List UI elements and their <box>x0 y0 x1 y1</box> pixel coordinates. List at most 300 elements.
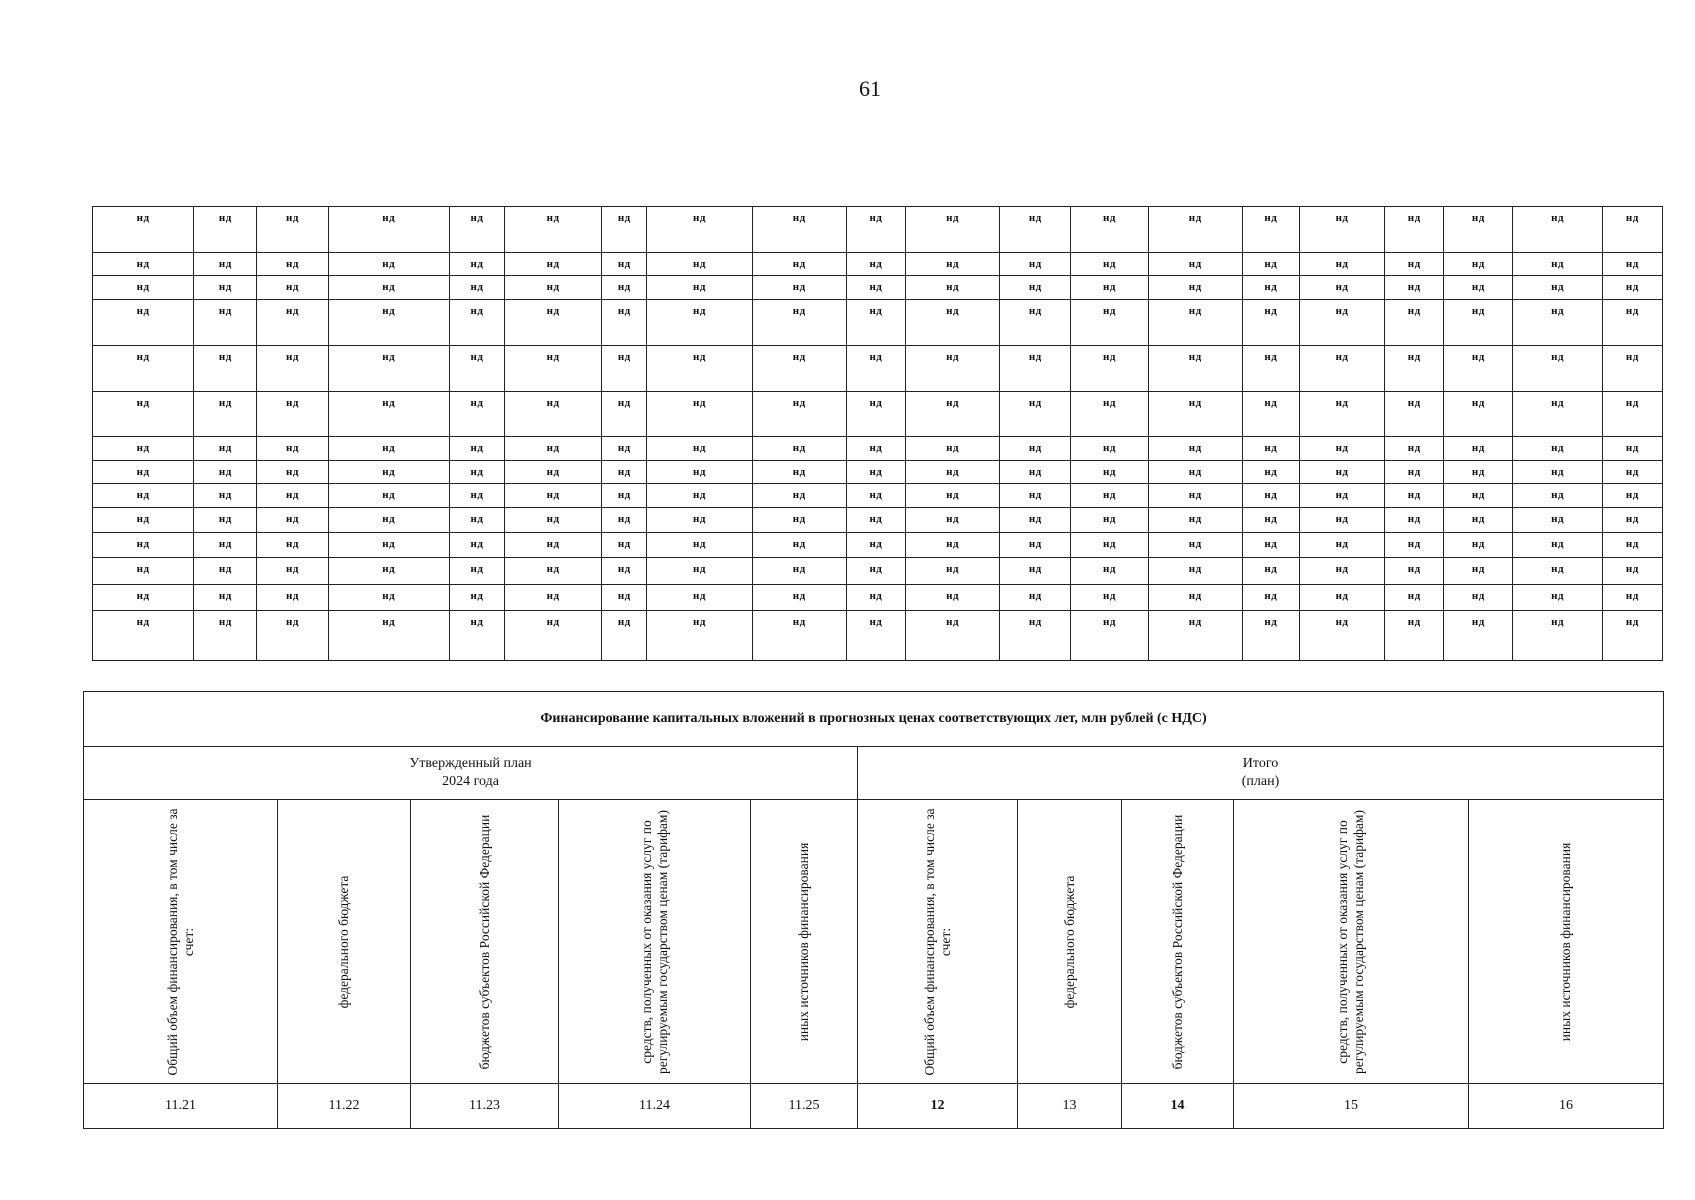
table-cell: нд <box>1148 461 1242 484</box>
table-cell: нд <box>505 508 602 533</box>
table-cell: нд <box>194 461 257 484</box>
table-cell: нд <box>328 484 449 508</box>
table-row <box>93 253 1663 276</box>
table-cell: нд <box>905 533 999 558</box>
table-cell: нд <box>257 392 328 437</box>
column-number: 12 <box>858 1084 1018 1129</box>
column-number: 11.22 <box>278 1084 411 1129</box>
table-cell: нд <box>647 484 752 508</box>
table-cell: нд <box>846 611 905 661</box>
table-cell: нд <box>647 276 752 300</box>
table-cell: нд <box>194 276 257 300</box>
table-cell: нд <box>1242 558 1299 585</box>
column-header-text: иных источников финансирования <box>1558 842 1573 1041</box>
column-header-text: средств, полученных от оказания услуг по регулируемым государством ценам (тарифам) <box>638 809 670 1074</box>
table-cell: нд <box>1242 300 1299 346</box>
table-cell: нд <box>1385 611 1444 661</box>
table-cell: нд <box>93 533 194 558</box>
table-cell: нд <box>846 484 905 508</box>
table-cell: нд <box>328 253 449 276</box>
table-cell: нд <box>1148 253 1242 276</box>
group-label: Утвержденный план 2024 года <box>409 756 532 789</box>
table-cell: нд <box>905 484 999 508</box>
table-cell: нд <box>1444 207 1513 253</box>
table-cell: нд <box>505 533 602 558</box>
table-cell: нд <box>93 437 194 461</box>
table-cell: нд <box>1444 276 1513 300</box>
table-cell: нд <box>1071 508 1148 533</box>
column-header <box>1018 800 1122 1084</box>
table-cell: нд <box>1444 533 1513 558</box>
table-cell: нд <box>257 276 328 300</box>
column-header <box>278 800 411 1084</box>
table-cell: нд <box>449 253 504 276</box>
table-cell: нд <box>257 461 328 484</box>
table-cell: нд <box>602 253 647 276</box>
table-cell: нд <box>449 533 504 558</box>
table-cell: нд <box>1385 392 1444 437</box>
table-cell: нд <box>1602 253 1662 276</box>
column-header-text: иных источников финансирования <box>796 842 811 1041</box>
table-cell: нд <box>328 207 449 253</box>
table-cell: нд <box>194 585 257 611</box>
table-cell: нд <box>449 585 504 611</box>
table-cell: нд <box>1242 392 1299 437</box>
table-cell: нд <box>93 484 194 508</box>
table-cell: нд <box>257 533 328 558</box>
group-label: Итого (план) <box>1241 756 1280 789</box>
table-cell: нд <box>1148 533 1242 558</box>
table-cell: нд <box>505 253 602 276</box>
table-cell: нд <box>752 611 846 661</box>
table-cell: нд <box>1242 207 1299 253</box>
table-cell: нд <box>647 437 752 461</box>
table-cell: нд <box>1385 346 1444 392</box>
table-cell: нд <box>257 253 328 276</box>
table-cell: нд <box>449 508 504 533</box>
table-cell: нд <box>449 558 504 585</box>
table-cell: нд <box>1513 346 1602 392</box>
table-cell: нд <box>93 585 194 611</box>
table-cell: нд <box>905 437 999 461</box>
table-cell: нд <box>1071 461 1148 484</box>
table-cell: нд <box>194 253 257 276</box>
page-number: 61 <box>859 76 881 101</box>
table-cell: нд <box>1071 533 1148 558</box>
table-cell: нд <box>602 508 647 533</box>
table-cell: нд <box>1000 558 1071 585</box>
table-cell: нд <box>1299 392 1384 437</box>
table-cell: нд <box>1000 392 1071 437</box>
table-cell: нд <box>1444 461 1513 484</box>
table-cell: нд <box>257 585 328 611</box>
table-cell: нд <box>1000 611 1071 661</box>
table-row <box>93 508 1663 533</box>
column-header <box>1234 800 1469 1084</box>
column-header-text: бюджетов субъектов Российской Федерации <box>1169 814 1185 1069</box>
table-cell: нд <box>1444 558 1513 585</box>
table-cell: нд <box>328 533 449 558</box>
table-cell: нд <box>602 611 647 661</box>
table-cell: нд <box>1385 461 1444 484</box>
table-cell: нд <box>752 461 846 484</box>
table-cell: нд <box>505 276 602 300</box>
table-cell: нд <box>905 253 999 276</box>
column-header-text: бюджетов субъектов Российской Федерации <box>476 814 492 1069</box>
table-row <box>93 346 1663 392</box>
table-cell: нд <box>1513 276 1602 300</box>
table-cell: нд <box>846 300 905 346</box>
table-cell: нд <box>1385 253 1444 276</box>
table-cell: нд <box>449 300 504 346</box>
table-cell: нд <box>257 346 328 392</box>
table-cell: нд <box>257 484 328 508</box>
table-cell: нд <box>93 508 194 533</box>
table-cell: нд <box>1242 611 1299 661</box>
table-cell: нд <box>1071 611 1148 661</box>
table-cell: нд <box>93 207 194 253</box>
data-table <box>92 206 1663 661</box>
table-cell: нд <box>752 585 846 611</box>
table-cell: нд <box>1148 611 1242 661</box>
table-cell: нд <box>1148 300 1242 346</box>
table-cell: нд <box>846 585 905 611</box>
table-cell: нд <box>1071 253 1148 276</box>
table-cell: нд <box>1299 300 1384 346</box>
table-cell: нд <box>449 611 504 661</box>
table-cell: нд <box>1602 585 1662 611</box>
table-cell: нд <box>752 533 846 558</box>
table-cell: нд <box>449 484 504 508</box>
table-cell: нд <box>1444 392 1513 437</box>
table-cell: нд <box>905 207 999 253</box>
column-number: 11.25 <box>751 1084 858 1129</box>
table-cell: нд <box>1602 346 1662 392</box>
table-cell: нд <box>93 611 194 661</box>
table-cell: нд <box>93 276 194 300</box>
table-cell: нд <box>1299 611 1384 661</box>
table-cell: нд <box>257 558 328 585</box>
table-cell: нд <box>752 207 846 253</box>
table-cell: нд <box>1148 437 1242 461</box>
table-cell: нд <box>1148 346 1242 392</box>
table-cell: нд <box>505 207 602 253</box>
table-cell: нд <box>1071 585 1148 611</box>
table-cell: нд <box>194 508 257 533</box>
table-cell: нд <box>1444 300 1513 346</box>
table-cell: нд <box>194 300 257 346</box>
table-cell: нд <box>1602 276 1662 300</box>
table-cell: нд <box>752 276 846 300</box>
table-cell: нд <box>1000 253 1071 276</box>
table-cell: нд <box>505 611 602 661</box>
table-cell: нд <box>846 461 905 484</box>
table-cell: нд <box>1513 533 1602 558</box>
table-cell: нд <box>846 276 905 300</box>
table-cell: нд <box>1385 508 1444 533</box>
table-cell: нд <box>1242 461 1299 484</box>
table-cell: нд <box>1242 346 1299 392</box>
table-cell: нд <box>846 533 905 558</box>
table-cell: нд <box>1602 300 1662 346</box>
table-cell: нд <box>647 533 752 558</box>
table-cell: нд <box>1000 533 1071 558</box>
table-cell: нд <box>1602 461 1662 484</box>
column-number: 11.21 <box>84 1084 278 1129</box>
table-row <box>93 392 1663 437</box>
table-cell: нд <box>1299 484 1384 508</box>
table-row <box>93 276 1663 300</box>
table-cell: нд <box>1299 346 1384 392</box>
table-row <box>93 484 1663 508</box>
table-cell: нд <box>1513 437 1602 461</box>
table-cell: нд <box>647 611 752 661</box>
table-cell: нд <box>905 276 999 300</box>
table-cell: нд <box>505 346 602 392</box>
table-cell: нд <box>194 346 257 392</box>
table-cell: нд <box>505 437 602 461</box>
table-cell: нд <box>602 585 647 611</box>
table-cell: нд <box>1299 207 1384 253</box>
column-header <box>1122 800 1234 1084</box>
table-cell: нд <box>846 207 905 253</box>
table-cell: нд <box>505 392 602 437</box>
table-row <box>93 207 1663 253</box>
column-number: 15 <box>1234 1084 1469 1129</box>
table-cell: нд <box>93 461 194 484</box>
table-cell: нд <box>1242 508 1299 533</box>
table-cell: нд <box>194 611 257 661</box>
table-cell: нд <box>1148 392 1242 437</box>
table-cell: нд <box>1444 611 1513 661</box>
table-cell: нд <box>846 508 905 533</box>
table-cell: нд <box>1071 276 1148 300</box>
column-number: 13 <box>1018 1084 1122 1129</box>
table-cell: нд <box>602 207 647 253</box>
table-row <box>93 533 1663 558</box>
table-cell: нд <box>1299 508 1384 533</box>
table-cell: нд <box>1000 437 1071 461</box>
table-cell: нд <box>1242 437 1299 461</box>
table-cell: нд <box>905 611 999 661</box>
table-cell: нд <box>505 558 602 585</box>
table-row <box>93 437 1663 461</box>
table-cell: нд <box>1148 585 1242 611</box>
table-cell: нд <box>846 346 905 392</box>
table-cell: нд <box>328 585 449 611</box>
column-header <box>559 800 751 1084</box>
table-cell: нд <box>1242 533 1299 558</box>
table-cell: нд <box>93 346 194 392</box>
column-header-text: федерального бюджета <box>336 875 351 1008</box>
table-cell: нд <box>1385 533 1444 558</box>
table-cell: нд <box>1513 300 1602 346</box>
table-row <box>93 558 1663 585</box>
table-cell: нд <box>1071 558 1148 585</box>
financing-title: Финансирование капитальных вложений в прогнозных ценах соответствующих лет, млн рублей (с НДС) <box>84 692 1664 747</box>
table-cell: нд <box>194 484 257 508</box>
table-cell: нд <box>93 558 194 585</box>
table-cell: нд <box>905 346 999 392</box>
column-header-text: Общий объем финансирования, в том числе за счет: <box>921 807 953 1076</box>
table-cell: нд <box>1444 585 1513 611</box>
table-cell: нд <box>194 437 257 461</box>
group-total-plan <box>858 747 1664 800</box>
table-cell: нд <box>905 558 999 585</box>
table-cell: нд <box>449 276 504 300</box>
table-cell: нд <box>1148 484 1242 508</box>
column-header <box>751 800 858 1084</box>
table-cell: нд <box>1071 300 1148 346</box>
table-cell: нд <box>1602 392 1662 437</box>
table-cell: нд <box>602 346 647 392</box>
table-cell: нд <box>1299 437 1384 461</box>
table-cell: нд <box>1000 484 1071 508</box>
table-cell: нд <box>1444 437 1513 461</box>
table-cell: нд <box>602 461 647 484</box>
table-cell: нд <box>1242 253 1299 276</box>
table-cell: нд <box>1602 508 1662 533</box>
table-cell: нд <box>1602 484 1662 508</box>
table-cell: нд <box>1444 253 1513 276</box>
table-cell: нд <box>505 484 602 508</box>
table-cell: нд <box>1513 508 1602 533</box>
column-header-text: Общий объем финансирования, в том числе за счет: <box>164 807 196 1076</box>
column-number: 11.24 <box>559 1084 751 1129</box>
table-cell: нд <box>194 558 257 585</box>
table-cell: нд <box>328 611 449 661</box>
table-cell: нд <box>328 392 449 437</box>
table-cell: нд <box>647 207 752 253</box>
table-cell: нд <box>647 392 752 437</box>
table-cell: нд <box>1513 253 1602 276</box>
column-header-text: средств, полученных от оказания услуг по регулируемым государством ценам (тарифам) <box>1335 809 1366 1074</box>
table-cell: нд <box>505 585 602 611</box>
table-cell: нд <box>194 392 257 437</box>
table-cell: нд <box>1299 533 1384 558</box>
table-cell: нд <box>328 300 449 346</box>
table-cell: нд <box>647 508 752 533</box>
table-cell: нд <box>1242 585 1299 611</box>
table-cell: нд <box>505 461 602 484</box>
table-cell: нд <box>602 533 647 558</box>
column-header <box>84 800 278 1084</box>
table-cell: нд <box>328 508 449 533</box>
table-cell: нд <box>1513 207 1602 253</box>
table-cell: нд <box>602 300 647 346</box>
table-cell: нд <box>602 484 647 508</box>
table-cell: нд <box>1385 276 1444 300</box>
table-cell: нд <box>846 392 905 437</box>
table-cell: нд <box>1444 508 1513 533</box>
table-cell: нд <box>505 300 602 346</box>
table-cell: нд <box>1602 533 1662 558</box>
financing-header-table <box>83 691 1664 1129</box>
table-cell: нд <box>1000 585 1071 611</box>
column-header <box>411 800 559 1084</box>
table-cell: нд <box>1513 461 1602 484</box>
table-cell: нд <box>647 461 752 484</box>
table-cell: нд <box>257 300 328 346</box>
table-row <box>93 585 1663 611</box>
table-cell: нд <box>1148 276 1242 300</box>
table-cell: нд <box>1299 558 1384 585</box>
table-cell: нд <box>1602 207 1662 253</box>
table-cell: нд <box>1148 508 1242 533</box>
table-cell: нд <box>1299 585 1384 611</box>
table-cell: нд <box>905 392 999 437</box>
column-number: 14 <box>1122 1084 1234 1129</box>
table-cell: нд <box>602 437 647 461</box>
table-cell: нд <box>602 558 647 585</box>
table-cell: нд <box>328 346 449 392</box>
table-cell: нд <box>1385 484 1444 508</box>
column-header-text: федерального бюджета <box>1061 875 1077 1008</box>
table-cell: нд <box>1071 437 1148 461</box>
column-header <box>858 800 1018 1084</box>
table-row <box>93 611 1663 661</box>
column-header <box>1469 800 1664 1084</box>
table-cell: нд <box>328 276 449 300</box>
table-cell: нд <box>647 253 752 276</box>
table-cell: нд <box>1071 484 1148 508</box>
table-cell: нд <box>647 558 752 585</box>
table-cell: нд <box>1148 558 1242 585</box>
table-cell: нд <box>449 207 504 253</box>
table-cell: нд <box>1000 276 1071 300</box>
table-cell: нд <box>194 533 257 558</box>
table-cell: нд <box>752 437 846 461</box>
table-cell: нд <box>328 437 449 461</box>
group-approved-plan-2024 <box>84 747 858 800</box>
table-cell: нд <box>752 300 846 346</box>
table-cell: нд <box>1000 207 1071 253</box>
table-cell: нд <box>602 276 647 300</box>
table-cell: нд <box>257 508 328 533</box>
table-cell: нд <box>1513 392 1602 437</box>
table-cell: нд <box>752 508 846 533</box>
table-cell: нд <box>1513 611 1602 661</box>
table-cell: нд <box>1148 207 1242 253</box>
table-cell: нд <box>905 585 999 611</box>
table-cell: нд <box>752 484 846 508</box>
table-cell: нд <box>846 253 905 276</box>
table-cell: нд <box>647 346 752 392</box>
table-cell: нд <box>1385 207 1444 253</box>
table-cell: нд <box>1513 585 1602 611</box>
table-cell: нд <box>1000 300 1071 346</box>
table-cell: нд <box>752 558 846 585</box>
table-cell: нд <box>1299 276 1384 300</box>
table-cell: нд <box>752 346 846 392</box>
table-cell: нд <box>1299 461 1384 484</box>
table-cell: нд <box>93 300 194 346</box>
table-cell: нд <box>1602 611 1662 661</box>
table-cell: нд <box>449 346 504 392</box>
table-cell: нд <box>905 461 999 484</box>
table-cell: нд <box>602 392 647 437</box>
table-cell: нд <box>1299 253 1384 276</box>
table-cell: нд <box>905 300 999 346</box>
table-cell: нд <box>1385 437 1444 461</box>
table-cell: нд <box>1444 484 1513 508</box>
table-cell: нд <box>1071 392 1148 437</box>
table-cell: нд <box>1071 207 1148 253</box>
table-cell: нд <box>1242 276 1299 300</box>
table-cell: нд <box>1385 585 1444 611</box>
table-cell: нд <box>449 392 504 437</box>
table-cell: нд <box>846 558 905 585</box>
